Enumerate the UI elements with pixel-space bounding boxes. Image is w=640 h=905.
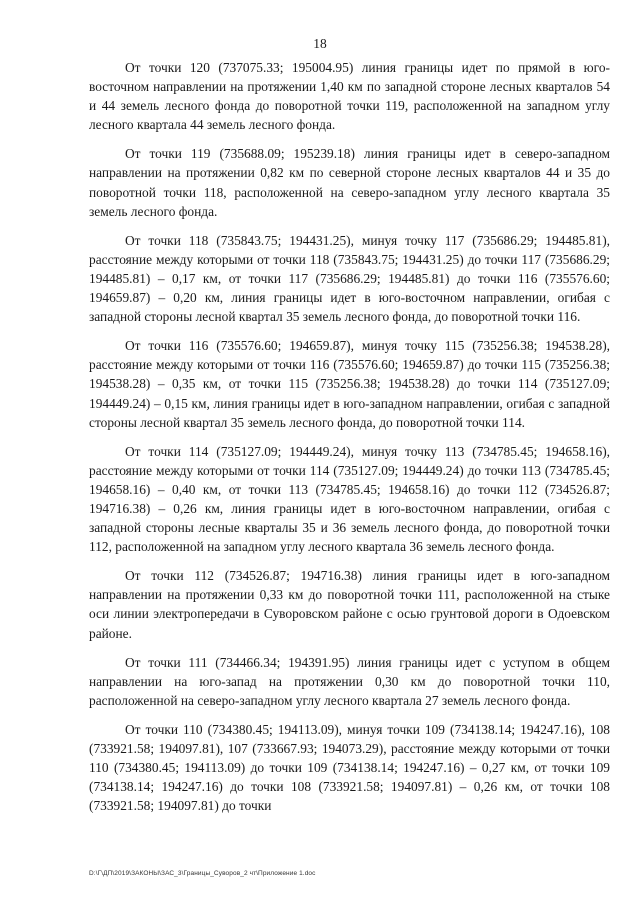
paragraph-point-119: От точки 119 (735688.09; 195239.18) линия границы идет в северо-западном направлении на протяжении 0,82 км по северной стороне лесных кварталов 44 и 35 до поворотной точки 118, расположенной на северо-западном углу лесного квартала 35 земель лесного фонда. — [89, 146, 610, 219]
paragraph-point-114: От точки 114 (735127.09; 194449.24), минуя точку 113 (734785.45; 194658.16), расстояние между которыми от точки 114 (735127.09; 194449.24) до точки 113 (734785.45; 194658.16) – 0,40 км, от точки 113 (734785.45; 194658.16) до точки 112 (734526.87; 194716.38) – 0,26 км, линия границы идет в юго-восточном направлении, огибая с западной стороны лесные кварталы 35 и 36 земель лесного фонда, до поворотной точки 112, расположенной на западном углу лесного квартала 36 земель лесного фонда. — [89, 443, 610, 555]
paragraph-point-112: От точки 112 (734526.87; 194716.38) линия границы идет в юго-западном направлении на протяжении 0,33 км до поворотной точки 111, расположенной на стыке оси линии электропередачи в Суворовском районе с осью грунтовой дороги в Одоевском районе. — [89, 568, 610, 641]
paragraph-point-120: От точки 120 (737075.33; 195004.95) линия границы идет по прямой в юго-восточном направлении на протяжении 1,40 км по западной стороне лесных кварталов 54 и 44 земель лесного фонда до поворотной точки 119, расположенной на западном углу лесного квартала 44 земель лесного фонда. — [89, 60, 610, 133]
paragraph-point-111: От точки 111 (734466.34; 194391.95) линия границы идет с уступом в общем направлении на юго-запад на протяжении 0,30 км до поворотной точки 110, расположенной на северо-западном углу лесного квартала 27 земель лесного фонда. — [89, 654, 610, 708]
paragraph-point-116: От точки 116 (735576.60; 194659.87), минуя точку 115 (735256.38; 194538.28), расстояние между которыми от точки 116 (735576.60; 194659.87) до точки 115 (735256.38; 194538.28) – 0,35 км, от точки 115 (735256.38; 194538.28) до точки 114 (735127.09; 194449.24) – 0,15 км, линия границы идет в юго-западном направлении, огибая с западной стороны лесной квартал 35 земель лесного фонда, до поворотной точки 114. — [89, 338, 610, 430]
document-body — [89, 58, 610, 825]
paragraph-point-110: От точки 110 (734380.45; 194113.09), минуя точки 109 (734138.14; 194247.16), 108 (733921.58; 194097.81), 107 (733667.93; 194073.29), расстояние между которыми от точки 110 (734380.45; 194113.09) до точки 109 (734138.14; 194247.16) – 0,27 км, от точки 109 (734138.14; 194247.16) до точки 108 (733921.58; 194097.81) – 0,26 км, от точки 108 (733921.58; 194097.81) до точки — [89, 721, 610, 814]
paragraph-point-118: От точки 118 (735843.75; 194431.25), минуя точку 117 (735686.29; 194485.81), расстояние между которыми от точки 118 (735843.75; 194431.25) до точки 117 (735686.29; 194485.81) – 0,17 км, от точки 117 (735686.29; 194485.81) до точки 116 (735576.60; 194659.87) – 0,20 км, линия границы идет в юго-восточном направлении, огибая с западной стороны лесной квартал 35 земель лесного фонда, до поворотной точки 116. — [89, 232, 610, 325]
page-number: 18 — [313, 36, 327, 51]
footer-file-path: D:\Г\ДП\2019\ЗАКОНЫ\ЗАС_3\Границы_Суворов_2 чт\Приложение 1.doc — [89, 870, 316, 877]
